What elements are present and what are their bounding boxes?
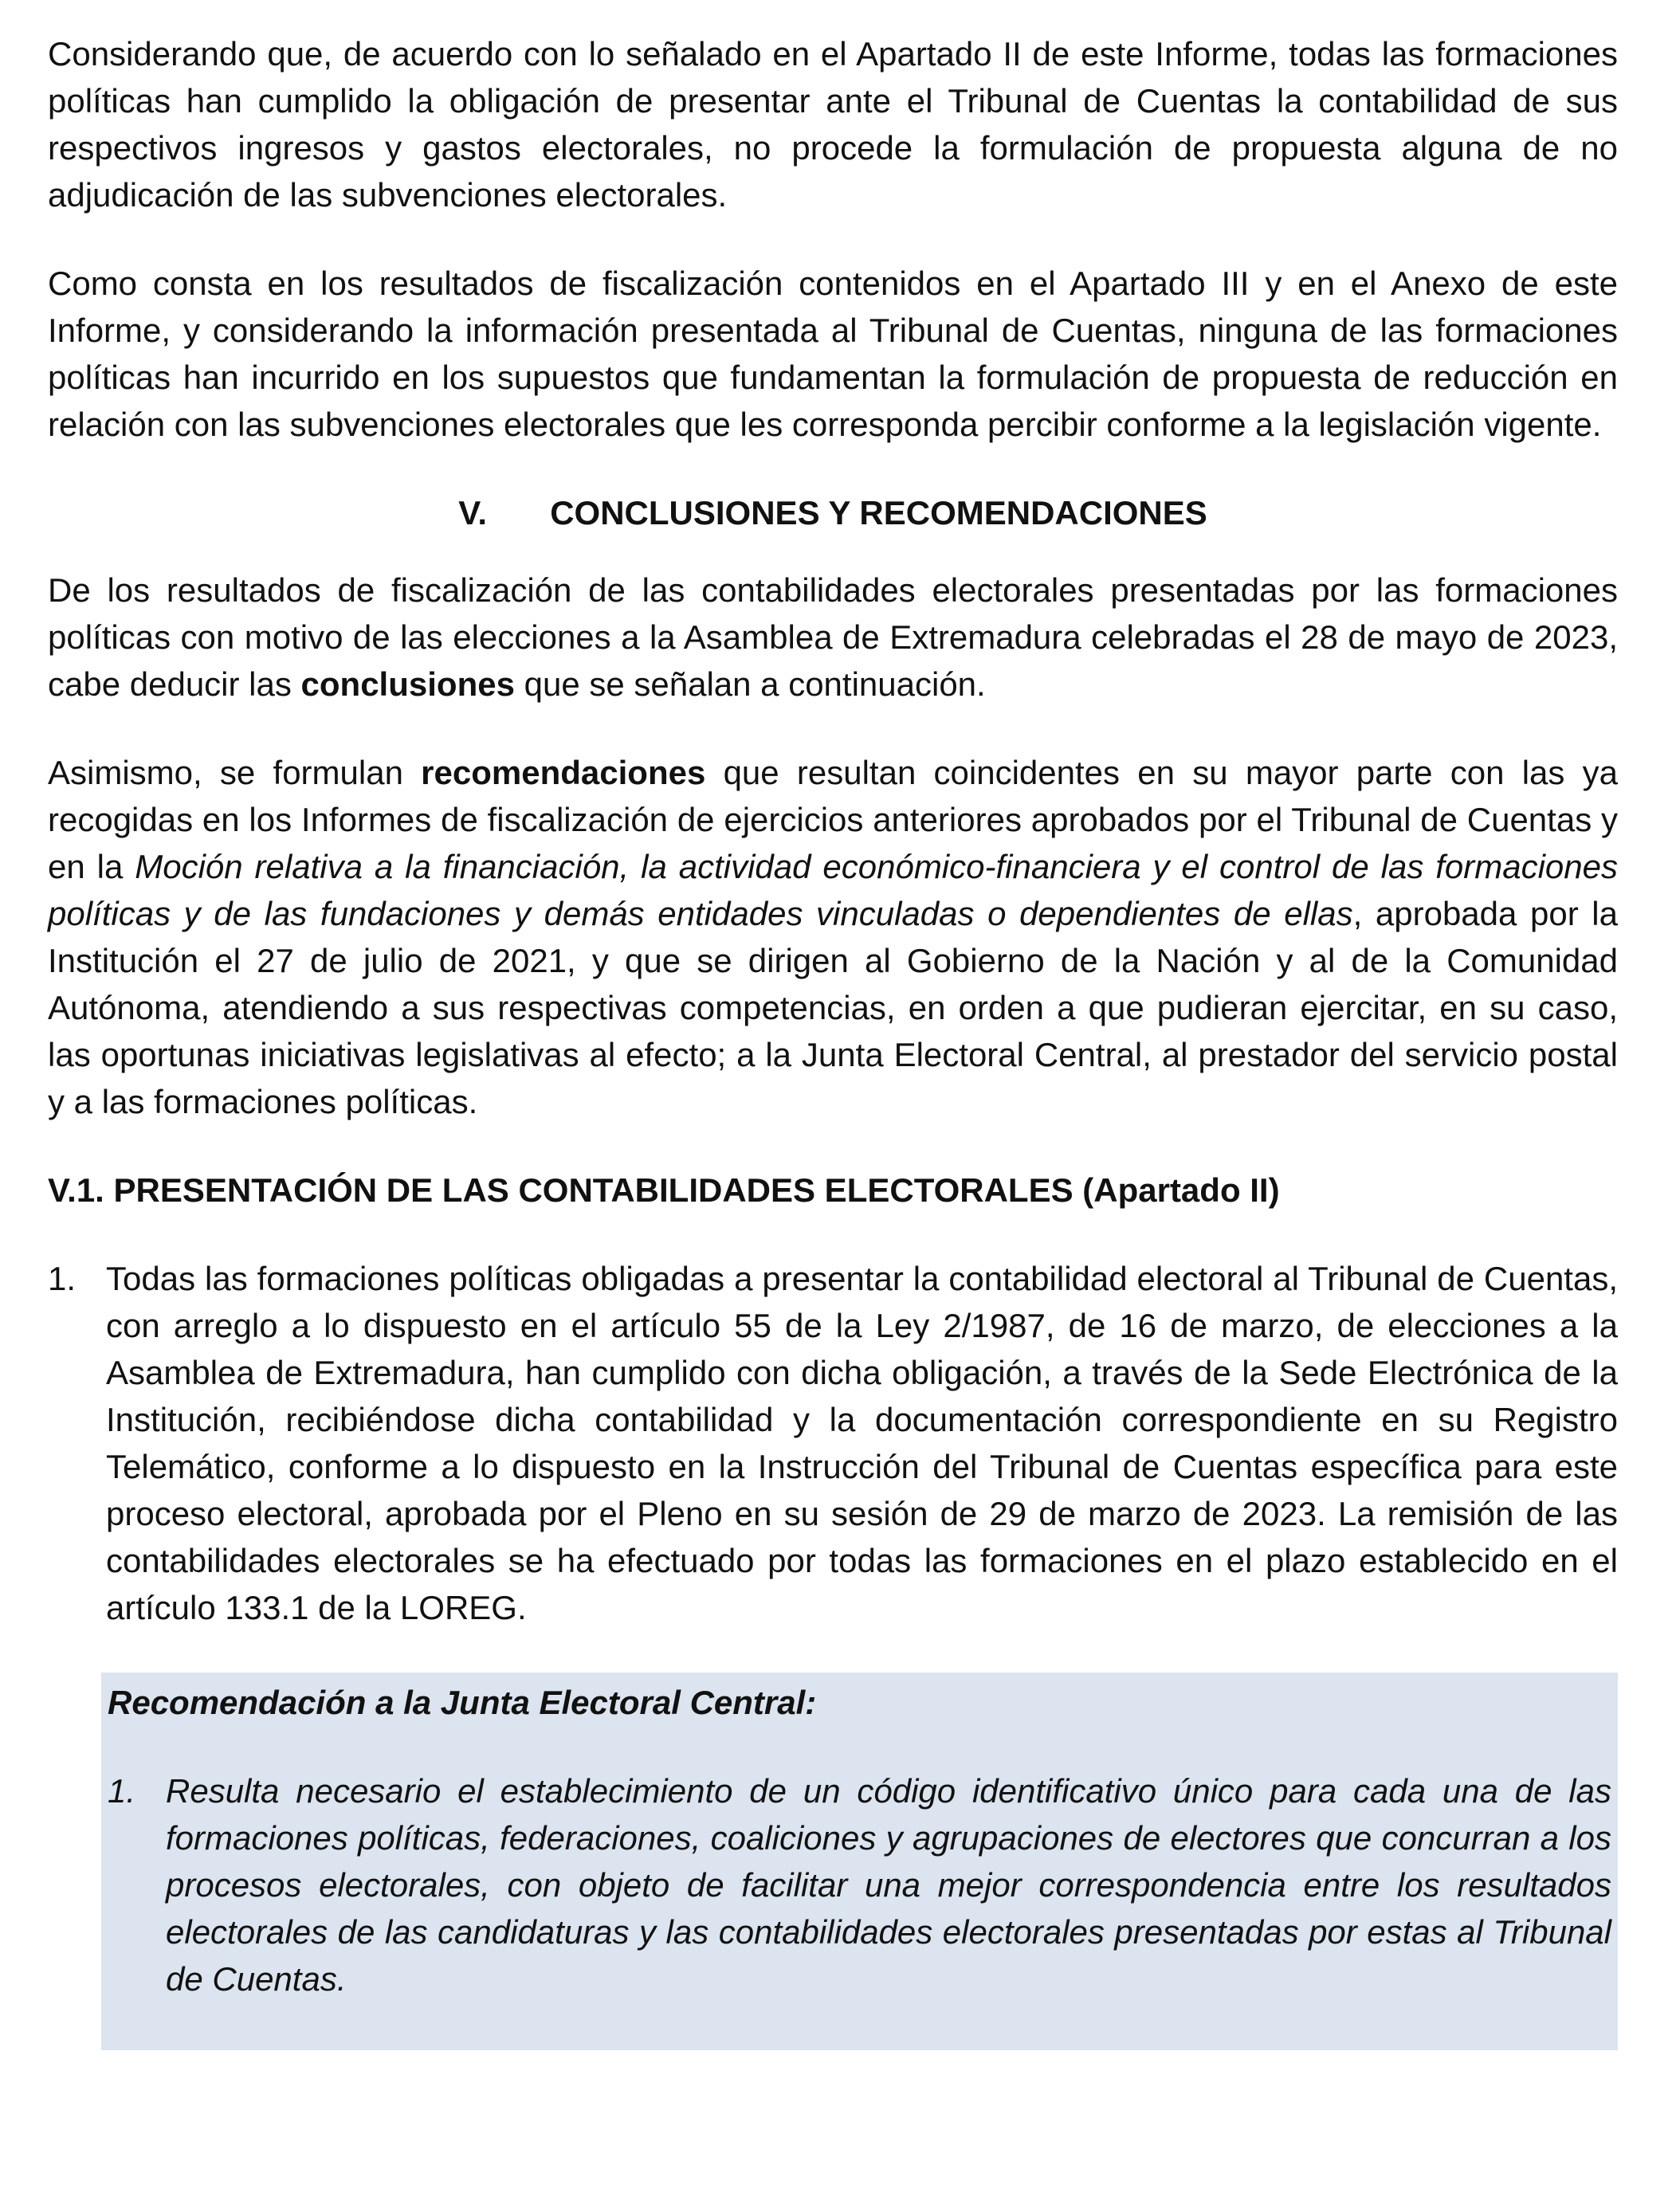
italic-mocion-title: Moción relativa a la financiación, la actividad económico-financiera y el control de las formaciones políticas y de las fundaciones y demás entidades vinculadas o dependientes de ellas [48,848,1618,932]
subsection-heading-v1: V.1. PRESENTACIÓN DE LAS CONTABILIDADES ELECTORALES (Apartado II) [48,1171,1280,1209]
recommendation-title: Recomendación a la Junta Electoral Central: [108,1684,817,1721]
paragraph-no-reduccion: Como consta en los resultados de fiscalización contenidos en el Apartado III y en el Anexo de este Informe, y considerando la información presentada al Tribunal de Cuentas, ninguna de las formaciones políticas han incurrido en los supuestos que fundamentan la formulación de propuesta de reducción en relación con las subvenciones electorales que les corresponda percibir conforme a la legislación vigente. [48,265,1618,443]
text-run: De los resultados de fiscalización de las contabilidades electorales presentadas por las formaciones políticas con motivo de las elecciones a la Asamblea de Extremadura celebradas el 28 de mayo de 2023, cabe deducir las [48,571,1618,703]
recommendation-text: Resulta necesario el establecimiento de un código identificativo único para cada una de las formaciones políticas, federaciones, coaliciones y agrupaciones de electores que concurran a los procesos electorales, con objeto de facilitar una mejor correspondencia entre los resultados electorales de las candidaturas y las contabilidades electorales presentadas por estas al Tribunal de Cuentas. [166,1772,1611,1998]
bold-term-recomendaciones: recomendaciones [421,754,706,791]
document-page [48,30,1618,2050]
list-marker: 1. [108,1772,136,1810]
conclusion-text: Todas las formaciones políticas obligadas a presentar la contabilidad electoral al Tribunal de Cuentas, con arreglo a lo dispuesto en el artículo 55 de la Ley 2/1987, de 16 de marzo, de elecciones a la Asamblea de Extremadura, han cumplido con dicha obligación, a través de la Sede Electrónica de la Institución, recibiéndose dicha contabilidad y la documentación correspondiente en su Registro Telemático, conforme a lo dispuesto en la Instrucción del Tribunal de Cuentas específica para este proceso electoral, aprobada por el Pleno en su sesión de 29 de marzo de 2023. La remisión de las contabilidades electorales se ha efectuado por todas las formaciones en el plazo establecido en el artículo 133.1 de la LOREG. [106,1260,1618,1626]
section-number: V. [458,494,488,531]
section-heading-v [48,489,1618,536]
list-marker: 1. [48,1260,77,1297]
section-title: CONCLUSIONES Y RECOMENDACIONES [550,494,1207,531]
text-run: que resultan coincidentes en su mayor parte con las ya recogidas en los Informes de fiscalización de ejercicios anteriores aprobados por el Tribunal de Cuentas y en la [48,754,1618,885]
recommendation-box [101,1673,1618,2050]
paragraph-no-adjudicacion: Considerando que, de acuerdo con lo señalado en el Apartado II de este Informe, todas las formaciones políticas han cumplido la obligación de presentar ante el Tribunal de Cuentas la contabilidad de sus respectivos ingresos y gastos electorales, no procede la formulación de propuesta alguna de no adjudicación de las subvenciones electorales. [48,35,1618,214]
recommendation-item-1 [108,1767,1611,2002]
paragraph-recomendaciones-intro [48,749,1618,1125]
conclusion-item-1 [48,1255,1618,1631]
text-run: , aprobada por la Institución el 27 de julio de 2021, y que se dirigen al Gobierno de la Nación y al de la Comunidad Autónoma, atendiendo a sus respectivas competencias, en orden a que pudieran ejercitar, en su caso, las oportunas iniciativas legislativas al efecto; a la Junta Electoral Central, al prestador del servicio postal y a las formaciones políticas. [48,895,1618,1120]
text-run: Asimismo, se formulan [48,754,422,791]
paragraph-conclusiones-intro [48,567,1618,708]
bold-term-conclusiones: conclusiones [300,665,515,703]
text-run: que se señalan a continuación. [514,665,986,703]
